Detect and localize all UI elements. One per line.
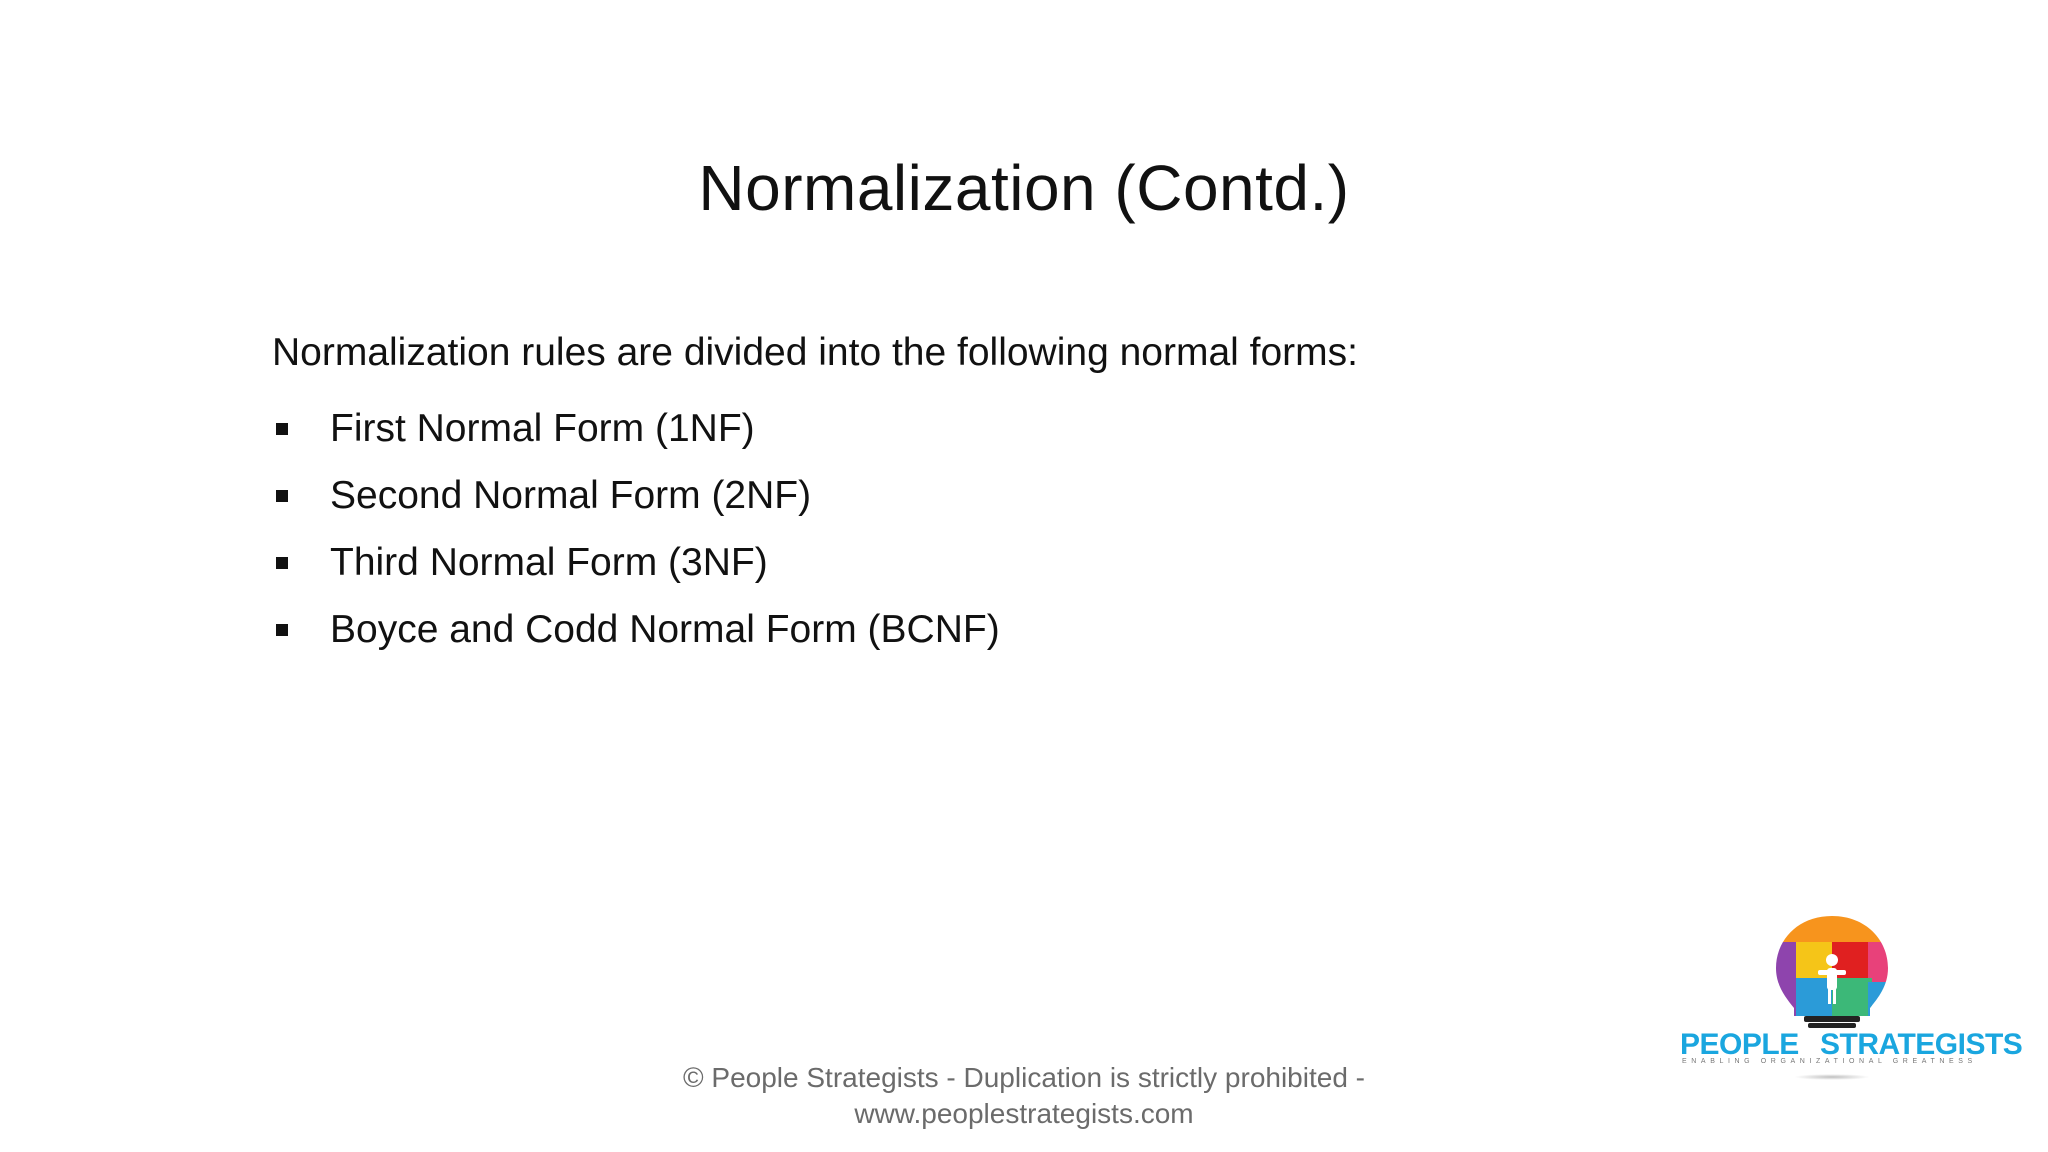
- people-strategists-logo: [1672, 912, 2023, 1082]
- footer-copyright: © People Strategists - Duplication is strictly prohibited -: [682, 1062, 1366, 1093]
- square-bullet-icon: [276, 557, 288, 569]
- lightbulb-puzzle-icon: [1752, 912, 1912, 1030]
- list-item-label: Second Normal Form (2NF): [330, 473, 812, 517]
- list-item: [272, 395, 1000, 462]
- list-item: [272, 462, 1000, 529]
- square-bullet-icon: [276, 490, 288, 502]
- list-item-label: First Normal Form (1NF): [330, 406, 755, 450]
- bullet-list: [272, 395, 1000, 663]
- square-bullet-icon: [276, 423, 288, 435]
- footer: [0, 1060, 2048, 1132]
- list-item: [272, 529, 1000, 596]
- square-bullet-icon: [276, 624, 288, 636]
- slide-title: Normalization (Contd.): [698, 152, 1350, 224]
- logo-word-strategists: STRATEGISTS: [1820, 1028, 2023, 1061]
- intro-text: Normalization rules are divided into the following normal forms:: [272, 331, 1358, 374]
- list-item-label: Boyce and Codd Normal Form (BCNF): [330, 607, 1000, 651]
- logo-tagline: ENABLING ORGANIZATIONAL GREATNESS: [1682, 1058, 1977, 1065]
- footer-url: www.peoplestrategists.com: [854, 1098, 1194, 1129]
- logo-word-people: PEOPLE: [1680, 1028, 1799, 1061]
- list-item: [272, 596, 1000, 663]
- list-item-label: Third Normal Form (3NF): [330, 540, 768, 584]
